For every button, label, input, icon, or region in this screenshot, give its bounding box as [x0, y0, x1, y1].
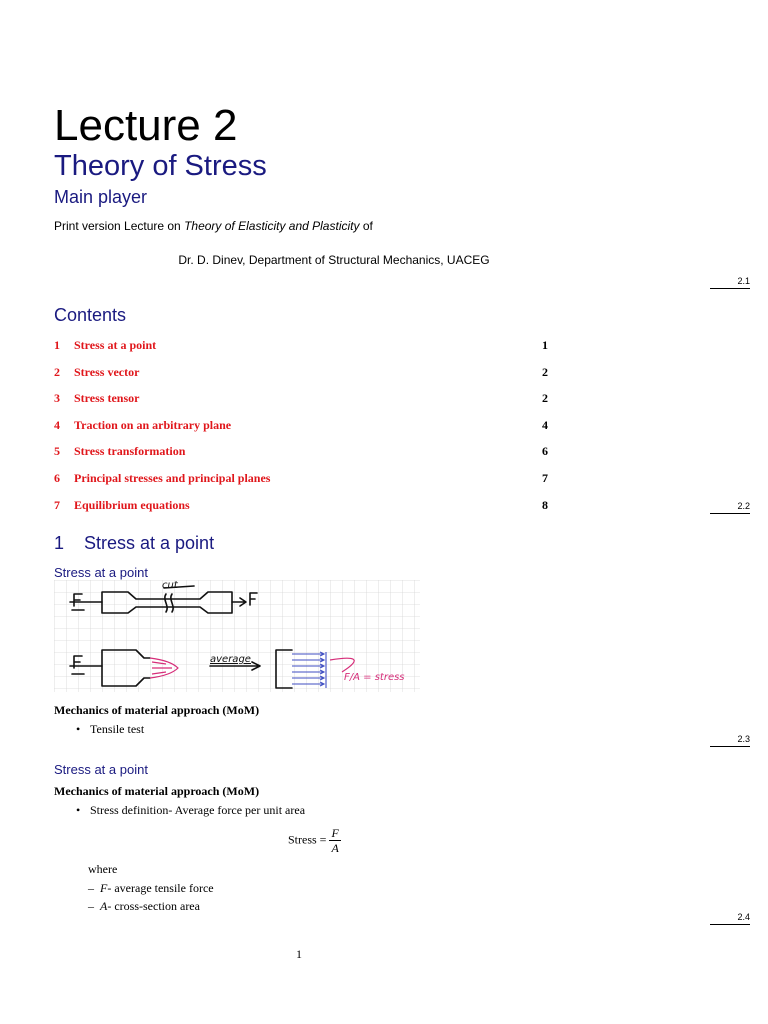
formula-numerator: F	[331, 826, 339, 840]
toc-item-page: 7	[542, 470, 548, 485]
formula-denominator: A	[331, 841, 339, 855]
dash-icon: –	[88, 881, 94, 895]
toc-item-link[interactable]: Equilibrium equations	[74, 497, 190, 512]
list-item	[76, 802, 305, 818]
toc-item-link[interactable]: Stress at a point	[74, 338, 157, 352]
bullet-text: Stress definition- Average force per unit area	[90, 803, 306, 817]
toc-item-page: 4	[542, 417, 548, 432]
bullet-icon: •	[76, 722, 81, 736]
tensile-test-sketch	[54, 580, 420, 692]
toc-item-number: 5	[54, 444, 60, 459]
toc-item-number: 6	[54, 470, 60, 485]
stress-formula	[288, 826, 341, 855]
toc-item[interactable]	[54, 444, 554, 471]
toc-item-number: 7	[54, 497, 60, 512]
section-number: 1	[54, 533, 65, 553]
slide-number: 2.3	[710, 734, 750, 747]
toc-item-page: 6	[542, 444, 548, 459]
mom-heading: Mechanics of material approach (MoM)	[54, 784, 260, 798]
toc-item-link[interactable]: Stress transformation	[74, 444, 186, 459]
toc-item-page: 2	[542, 391, 548, 406]
toc-item-number: 4	[54, 417, 60, 432]
toc-item-number: 3	[54, 391, 60, 406]
table-of-contents	[54, 338, 554, 524]
bullet-text: Tensile test	[90, 722, 145, 736]
print-version-line	[54, 218, 373, 234]
toc-item[interactable]	[54, 365, 554, 392]
toc-item-number: 1	[54, 338, 60, 352]
definition-item	[88, 898, 200, 914]
toc-item[interactable]	[54, 471, 554, 498]
toc-item-page: 2	[542, 364, 548, 379]
formula-lhs: Stress =	[288, 832, 327, 847]
page-number: 1	[296, 947, 302, 961]
toc-item[interactable]	[54, 391, 554, 418]
toc-item-link[interactable]: Principal stresses and principal planes	[74, 470, 271, 485]
toc-item-link[interactable]: Traction on an arbitrary plane	[74, 417, 232, 432]
lecture-tagline: Main player	[54, 187, 148, 207]
author-line: Dr. D. Dinev, Department of Structural Mechanics, UACEG	[178, 253, 490, 267]
definition-text: - cross-section area	[107, 899, 200, 913]
print-suffix: of	[359, 219, 373, 233]
formula-fraction	[329, 826, 340, 855]
toc-item-page: 1	[542, 338, 548, 352]
average-label: average	[210, 654, 251, 665]
stress-equation-label: F/A = stress	[344, 672, 405, 683]
toc-item[interactable]	[54, 498, 554, 525]
frame-title: Stress at a point	[54, 762, 148, 777]
toc-item-link[interactable]: Stress vector	[74, 364, 140, 379]
contents-heading: Contents	[54, 305, 127, 325]
section-heading	[54, 532, 214, 554]
toc-item-number: 2	[54, 364, 60, 379]
dash-icon: –	[88, 899, 94, 913]
slide-number: 2.1	[710, 276, 750, 289]
definition-text: - average tensile force	[107, 881, 214, 895]
toc-item[interactable]	[54, 338, 554, 365]
toc-item-link[interactable]: Stress tensor	[74, 391, 140, 406]
slide-number: 2.2	[710, 501, 750, 514]
mom-heading: Mechanics of material approach (MoM)	[54, 703, 260, 717]
slide-number: 2.4	[710, 912, 750, 925]
definition-item	[88, 880, 214, 896]
cut-label: cut	[162, 580, 178, 591]
frame-title: Stress at a point	[54, 565, 148, 580]
list-item	[76, 721, 144, 737]
toc-item-page: 8	[542, 497, 548, 512]
lecture-title: Lecture 2	[54, 101, 238, 150]
definition-variable: F	[100, 881, 108, 895]
toc-item[interactable]	[54, 418, 554, 445]
lecture-subtitle: Theory of Stress	[54, 150, 267, 182]
section-title: Stress at a point	[84, 533, 215, 553]
course-name: Theory of Elasticity and Plasticity	[184, 219, 360, 233]
print-prefix: Print version Lecture on	[54, 219, 185, 233]
bullet-icon: •	[76, 803, 81, 817]
definition-variable: A	[100, 899, 108, 913]
where-label: where	[88, 862, 118, 876]
